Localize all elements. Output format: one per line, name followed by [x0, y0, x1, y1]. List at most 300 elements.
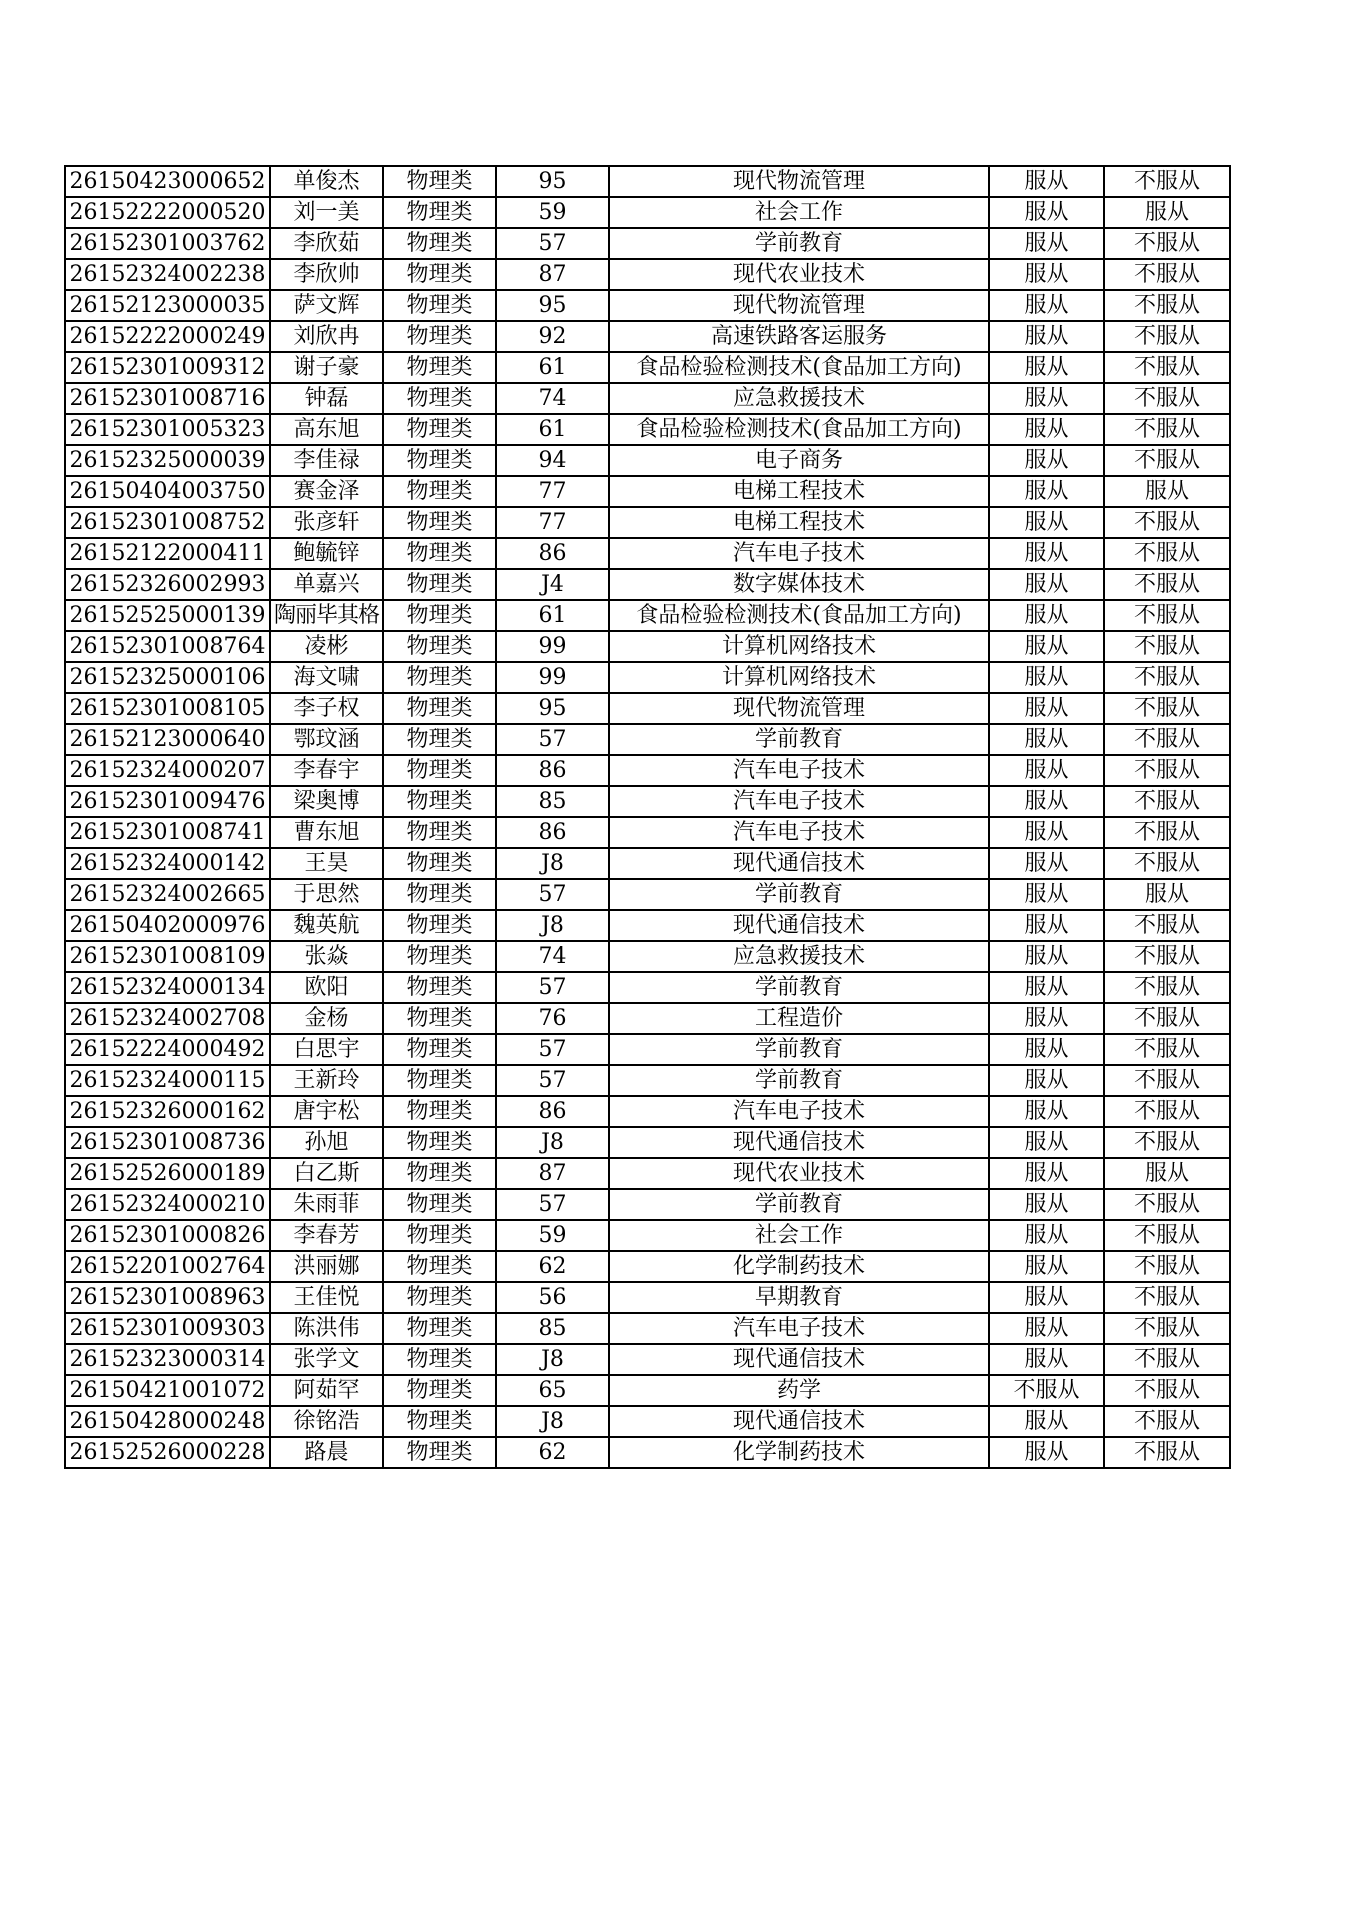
major-cell: 电子商务 — [609, 445, 989, 476]
subject-category-cell: 物理类 — [383, 662, 496, 693]
major-adjust-cell: 服从 — [989, 879, 1104, 910]
major-adjust-cell: 服从 — [989, 941, 1104, 972]
major-cell: 学前教育 — [609, 972, 989, 1003]
student-id-cell: 26150428000248 — [65, 1406, 270, 1437]
major-cell: 食品检验检测技术(食品加工方向) — [609, 352, 989, 383]
score-cell: 95 — [496, 290, 609, 321]
table-row — [65, 1220, 1230, 1251]
major-cell: 现代物流管理 — [609, 693, 989, 724]
subject-category-cell: 物理类 — [383, 1189, 496, 1220]
score-cell: 95 — [496, 693, 609, 724]
student-id-cell: 26152324000115 — [65, 1065, 270, 1096]
major-adjust-cell: 服从 — [989, 383, 1104, 414]
name-cell: 曹东旭 — [270, 817, 383, 848]
subject-category-cell: 物理类 — [383, 1313, 496, 1344]
subject-category-cell: 物理类 — [383, 1127, 496, 1158]
subject-category-cell: 物理类 — [383, 848, 496, 879]
table-row — [65, 1127, 1230, 1158]
other-adjust-cell: 不服从 — [1104, 569, 1230, 600]
major-cell: 药学 — [609, 1375, 989, 1406]
score-cell: 57 — [496, 1189, 609, 1220]
major-adjust-cell: 服从 — [989, 569, 1104, 600]
major-cell: 现代通信技术 — [609, 1344, 989, 1375]
table-row — [65, 1096, 1230, 1127]
subject-category-cell: 物理类 — [383, 1344, 496, 1375]
student-id-cell: 26152526000228 — [65, 1437, 270, 1468]
student-id-cell: 26152324000142 — [65, 848, 270, 879]
student-id-cell: 26152122000411 — [65, 538, 270, 569]
subject-category-cell: 物理类 — [383, 786, 496, 817]
name-cell: 赛金泽 — [270, 476, 383, 507]
score-cell: J8 — [496, 848, 609, 879]
student-id-cell: 26152301008105 — [65, 693, 270, 724]
score-cell: 74 — [496, 941, 609, 972]
table-row — [65, 445, 1230, 476]
student-id-cell: 26152301008752 — [65, 507, 270, 538]
subject-category-cell: 物理类 — [383, 1375, 496, 1406]
table-row — [65, 1282, 1230, 1313]
table-row — [65, 693, 1230, 724]
other-adjust-cell: 不服从 — [1104, 724, 1230, 755]
subject-category-cell: 物理类 — [383, 414, 496, 445]
name-cell: 李欣帅 — [270, 259, 383, 290]
name-cell: 李子权 — [270, 693, 383, 724]
table-row — [65, 848, 1230, 879]
major-adjust-cell: 服从 — [989, 1437, 1104, 1468]
score-cell: 57 — [496, 228, 609, 259]
student-id-cell: 26152301009476 — [65, 786, 270, 817]
score-cell: 57 — [496, 1065, 609, 1096]
other-adjust-cell: 不服从 — [1104, 755, 1230, 786]
major-cell: 汽车电子技术 — [609, 817, 989, 848]
other-adjust-cell: 不服从 — [1104, 414, 1230, 445]
major-adjust-cell: 服从 — [989, 290, 1104, 321]
other-adjust-cell: 不服从 — [1104, 1065, 1230, 1096]
major-adjust-cell: 服从 — [989, 1220, 1104, 1251]
major-adjust-cell: 服从 — [989, 414, 1104, 445]
other-adjust-cell: 不服从 — [1104, 1189, 1230, 1220]
student-id-cell: 26152301008764 — [65, 631, 270, 662]
other-adjust-cell: 不服从 — [1104, 1096, 1230, 1127]
score-cell: 94 — [496, 445, 609, 476]
table-row — [65, 941, 1230, 972]
major-cell: 电梯工程技术 — [609, 507, 989, 538]
score-cell: 95 — [496, 166, 609, 197]
score-cell: J8 — [496, 1127, 609, 1158]
name-cell: 孙旭 — [270, 1127, 383, 1158]
major-adjust-cell: 服从 — [989, 817, 1104, 848]
student-id-cell: 26152324002665 — [65, 879, 270, 910]
score-cell: 59 — [496, 1220, 609, 1251]
major-adjust-cell: 服从 — [989, 1344, 1104, 1375]
table-row — [65, 290, 1230, 321]
major-cell: 电梯工程技术 — [609, 476, 989, 507]
name-cell: 陶丽毕其格 — [270, 600, 383, 631]
major-adjust-cell: 服从 — [989, 600, 1104, 631]
major-adjust-cell: 服从 — [989, 1313, 1104, 1344]
table-row — [65, 1065, 1230, 1096]
table-row — [65, 972, 1230, 1003]
score-cell: 62 — [496, 1437, 609, 1468]
major-adjust-cell: 服从 — [989, 724, 1104, 755]
name-cell: 陈洪伟 — [270, 1313, 383, 1344]
major-cell: 社会工作 — [609, 197, 989, 228]
name-cell: 钟磊 — [270, 383, 383, 414]
student-id-cell: 26152301008736 — [65, 1127, 270, 1158]
score-cell: 86 — [496, 538, 609, 569]
other-adjust-cell: 不服从 — [1104, 1220, 1230, 1251]
table-row — [65, 755, 1230, 786]
name-cell: 于思然 — [270, 879, 383, 910]
subject-category-cell: 物理类 — [383, 383, 496, 414]
score-cell: 87 — [496, 259, 609, 290]
major-cell: 汽车电子技术 — [609, 1313, 989, 1344]
major-cell: 学前教育 — [609, 228, 989, 259]
major-cell: 学前教育 — [609, 1189, 989, 1220]
major-cell: 工程造价 — [609, 1003, 989, 1034]
other-adjust-cell: 不服从 — [1104, 259, 1230, 290]
subject-category-cell: 物理类 — [383, 1220, 496, 1251]
score-cell: J8 — [496, 910, 609, 941]
student-id-cell: 26152525000139 — [65, 600, 270, 631]
major-cell: 现代通信技术 — [609, 848, 989, 879]
name-cell: 李春宇 — [270, 755, 383, 786]
table-row — [65, 1313, 1230, 1344]
subject-category-cell: 物理类 — [383, 600, 496, 631]
major-cell: 汽车电子技术 — [609, 786, 989, 817]
other-adjust-cell: 不服从 — [1104, 631, 1230, 662]
student-id-cell: 26150421001072 — [65, 1375, 270, 1406]
table-row — [65, 1344, 1230, 1375]
subject-category-cell: 物理类 — [383, 724, 496, 755]
subject-category-cell: 物理类 — [383, 538, 496, 569]
name-cell: 洪丽娜 — [270, 1251, 383, 1282]
other-adjust-cell: 不服从 — [1104, 1251, 1230, 1282]
other-adjust-cell: 不服从 — [1104, 321, 1230, 352]
name-cell: 李春芳 — [270, 1220, 383, 1251]
subject-category-cell: 物理类 — [383, 972, 496, 1003]
score-cell: 85 — [496, 1313, 609, 1344]
subject-category-cell: 物理类 — [383, 1406, 496, 1437]
name-cell: 高东旭 — [270, 414, 383, 445]
score-cell: 76 — [496, 1003, 609, 1034]
score-cell: 57 — [496, 1034, 609, 1065]
table-row — [65, 166, 1230, 197]
student-id-cell: 26152301009303 — [65, 1313, 270, 1344]
major-cell: 现代通信技术 — [609, 1127, 989, 1158]
name-cell: 王新玲 — [270, 1065, 383, 1096]
score-cell: 85 — [496, 786, 609, 817]
major-cell: 现代农业技术 — [609, 259, 989, 290]
name-cell: 张焱 — [270, 941, 383, 972]
table-row — [65, 817, 1230, 848]
student-id-cell: 26152301008741 — [65, 817, 270, 848]
major-adjust-cell: 服从 — [989, 166, 1104, 197]
student-id-cell: 26152323000314 — [65, 1344, 270, 1375]
score-cell: 99 — [496, 662, 609, 693]
major-adjust-cell: 服从 — [989, 538, 1104, 569]
table-row — [65, 414, 1230, 445]
subject-category-cell: 物理类 — [383, 321, 496, 352]
score-cell: 77 — [496, 476, 609, 507]
other-adjust-cell: 不服从 — [1104, 1003, 1230, 1034]
other-adjust-cell: 不服从 — [1104, 786, 1230, 817]
major-adjust-cell: 服从 — [989, 1096, 1104, 1127]
table-row — [65, 1158, 1230, 1189]
other-adjust-cell: 不服从 — [1104, 662, 1230, 693]
table-row — [65, 538, 1230, 569]
major-adjust-cell: 服从 — [989, 1282, 1104, 1313]
major-adjust-cell: 服从 — [989, 1189, 1104, 1220]
subject-category-cell: 物理类 — [383, 910, 496, 941]
score-cell: 86 — [496, 1096, 609, 1127]
other-adjust-cell: 不服从 — [1104, 693, 1230, 724]
other-adjust-cell: 不服从 — [1104, 538, 1230, 569]
table-row — [65, 352, 1230, 383]
major-cell: 学前教育 — [609, 724, 989, 755]
name-cell: 唐宇松 — [270, 1096, 383, 1127]
subject-category-cell: 物理类 — [383, 1282, 496, 1313]
other-adjust-cell: 不服从 — [1104, 166, 1230, 197]
student-id-cell: 26152123000035 — [65, 290, 270, 321]
other-adjust-cell: 不服从 — [1104, 1127, 1230, 1158]
name-cell: 刘欣冉 — [270, 321, 383, 352]
table-row — [65, 1003, 1230, 1034]
score-cell: 59 — [496, 197, 609, 228]
subject-category-cell: 物理类 — [383, 1158, 496, 1189]
student-id-cell: 26150402000976 — [65, 910, 270, 941]
student-id-cell: 26150404003750 — [65, 476, 270, 507]
table-row — [65, 1034, 1230, 1065]
major-cell: 汽车电子技术 — [609, 1096, 989, 1127]
score-cell: 57 — [496, 972, 609, 1003]
other-adjust-cell: 不服从 — [1104, 1375, 1230, 1406]
student-id-cell: 26152301003762 — [65, 228, 270, 259]
other-adjust-cell: 不服从 — [1104, 1313, 1230, 1344]
other-adjust-cell: 不服从 — [1104, 352, 1230, 383]
name-cell: 谢子豪 — [270, 352, 383, 383]
score-cell: 87 — [496, 1158, 609, 1189]
table-row — [65, 197, 1230, 228]
subject-category-cell: 物理类 — [383, 693, 496, 724]
name-cell: 刘一美 — [270, 197, 383, 228]
name-cell: 李佳禄 — [270, 445, 383, 476]
other-adjust-cell: 不服从 — [1104, 972, 1230, 1003]
subject-category-cell: 物理类 — [383, 1003, 496, 1034]
major-cell: 计算机网络技术 — [609, 631, 989, 662]
subject-category-cell: 物理类 — [383, 445, 496, 476]
student-id-cell: 26152301008109 — [65, 941, 270, 972]
other-adjust-cell: 不服从 — [1104, 228, 1230, 259]
major-cell: 早期教育 — [609, 1282, 989, 1313]
other-adjust-cell: 不服从 — [1104, 1344, 1230, 1375]
score-cell: J8 — [496, 1406, 609, 1437]
major-cell: 食品检验检测技术(食品加工方向) — [609, 414, 989, 445]
student-id-cell: 26152301005323 — [65, 414, 270, 445]
major-adjust-cell: 服从 — [989, 1065, 1104, 1096]
major-cell: 应急救援技术 — [609, 941, 989, 972]
table-row — [65, 910, 1230, 941]
major-cell: 数字媒体技术 — [609, 569, 989, 600]
name-cell: 白乙斯 — [270, 1158, 383, 1189]
major-cell: 化学制药技术 — [609, 1251, 989, 1282]
major-adjust-cell: 服从 — [989, 910, 1104, 941]
other-adjust-cell: 不服从 — [1104, 1034, 1230, 1065]
major-cell: 社会工作 — [609, 1220, 989, 1251]
major-adjust-cell: 服从 — [989, 755, 1104, 786]
table-row — [65, 476, 1230, 507]
other-adjust-cell: 不服从 — [1104, 383, 1230, 414]
other-adjust-cell: 不服从 — [1104, 1406, 1230, 1437]
score-cell: 99 — [496, 631, 609, 662]
name-cell: 金杨 — [270, 1003, 383, 1034]
table-row — [65, 259, 1230, 290]
other-adjust-cell: 服从 — [1104, 879, 1230, 910]
subject-category-cell: 物理类 — [383, 197, 496, 228]
student-id-cell: 26152222000520 — [65, 197, 270, 228]
major-adjust-cell: 不服从 — [989, 1375, 1104, 1406]
score-cell: 57 — [496, 724, 609, 755]
major-adjust-cell: 服从 — [989, 507, 1104, 538]
name-cell: 魏英航 — [270, 910, 383, 941]
name-cell: 单嘉兴 — [270, 569, 383, 600]
score-cell: 86 — [496, 755, 609, 786]
subject-category-cell: 物理类 — [383, 290, 496, 321]
student-id-cell: 26152526000189 — [65, 1158, 270, 1189]
name-cell: 阿茹罕 — [270, 1375, 383, 1406]
student-id-cell: 26152326002993 — [65, 569, 270, 600]
subject-category-cell: 物理类 — [383, 1034, 496, 1065]
major-adjust-cell: 服从 — [989, 476, 1104, 507]
score-cell: J4 — [496, 569, 609, 600]
table-row — [65, 786, 1230, 817]
student-id-cell: 26150423000652 — [65, 166, 270, 197]
other-adjust-cell: 不服从 — [1104, 817, 1230, 848]
major-cell: 食品检验检测技术(食品加工方向) — [609, 600, 989, 631]
subject-category-cell: 物理类 — [383, 1065, 496, 1096]
major-adjust-cell: 服从 — [989, 1003, 1104, 1034]
major-cell: 现代通信技术 — [609, 1406, 989, 1437]
name-cell: 鲍毓锌 — [270, 538, 383, 569]
other-adjust-cell: 不服从 — [1104, 941, 1230, 972]
name-cell: 王佳悦 — [270, 1282, 383, 1313]
subject-category-cell: 物理类 — [383, 1437, 496, 1468]
student-id-cell: 26152326000162 — [65, 1096, 270, 1127]
major-cell: 现代农业技术 — [609, 1158, 989, 1189]
table-row — [65, 600, 1230, 631]
name-cell: 张学文 — [270, 1344, 383, 1375]
table-row — [65, 1251, 1230, 1282]
score-cell: 62 — [496, 1251, 609, 1282]
major-adjust-cell: 服从 — [989, 197, 1104, 228]
table-row — [65, 1406, 1230, 1437]
table-row — [65, 383, 1230, 414]
student-id-cell: 26152222000249 — [65, 321, 270, 352]
major-adjust-cell: 服从 — [989, 631, 1104, 662]
other-adjust-cell: 不服从 — [1104, 910, 1230, 941]
score-cell: 57 — [496, 879, 609, 910]
subject-category-cell: 物理类 — [383, 228, 496, 259]
table-row — [65, 631, 1230, 662]
other-adjust-cell: 不服从 — [1104, 1282, 1230, 1313]
table-row — [65, 1189, 1230, 1220]
table-row — [65, 662, 1230, 693]
major-cell: 计算机网络技术 — [609, 662, 989, 693]
major-adjust-cell: 服从 — [989, 662, 1104, 693]
other-adjust-cell: 服从 — [1104, 1158, 1230, 1189]
subject-category-cell: 物理类 — [383, 166, 496, 197]
table-row — [65, 879, 1230, 910]
major-adjust-cell: 服从 — [989, 321, 1104, 352]
student-id-cell: 26152301000826 — [65, 1220, 270, 1251]
subject-category-cell: 物理类 — [383, 476, 496, 507]
subject-category-cell: 物理类 — [383, 507, 496, 538]
major-adjust-cell: 服从 — [989, 1127, 1104, 1158]
score-cell: 61 — [496, 352, 609, 383]
major-cell: 学前教育 — [609, 1034, 989, 1065]
name-cell: 萨文辉 — [270, 290, 383, 321]
subject-category-cell: 物理类 — [383, 1251, 496, 1282]
major-adjust-cell: 服从 — [989, 259, 1104, 290]
other-adjust-cell: 不服从 — [1104, 507, 1230, 538]
major-adjust-cell: 服从 — [989, 1034, 1104, 1065]
score-cell: 92 — [496, 321, 609, 352]
score-cell: J8 — [496, 1344, 609, 1375]
student-id-cell: 26152325000106 — [65, 662, 270, 693]
student-id-cell: 26152201002764 — [65, 1251, 270, 1282]
other-adjust-cell: 不服从 — [1104, 600, 1230, 631]
major-adjust-cell: 服从 — [989, 1406, 1104, 1437]
major-adjust-cell: 服从 — [989, 786, 1104, 817]
other-adjust-cell: 服从 — [1104, 197, 1230, 228]
table-row — [65, 724, 1230, 755]
subject-category-cell: 物理类 — [383, 352, 496, 383]
other-adjust-cell: 不服从 — [1104, 290, 1230, 321]
student-id-cell: 26152324000207 — [65, 755, 270, 786]
student-id-cell: 26152325000039 — [65, 445, 270, 476]
student-id-cell: 26152224000492 — [65, 1034, 270, 1065]
name-cell: 王昊 — [270, 848, 383, 879]
major-cell: 汽车电子技术 — [609, 755, 989, 786]
major-cell: 高速铁路客运服务 — [609, 321, 989, 352]
major-adjust-cell: 服从 — [989, 1158, 1104, 1189]
table-row — [65, 321, 1230, 352]
score-cell: 86 — [496, 817, 609, 848]
major-cell: 学前教育 — [609, 879, 989, 910]
name-cell: 梁奥博 — [270, 786, 383, 817]
name-cell: 白思宇 — [270, 1034, 383, 1065]
name-cell: 鄂玟涵 — [270, 724, 383, 755]
score-cell: 61 — [496, 600, 609, 631]
subject-category-cell: 物理类 — [383, 569, 496, 600]
major-adjust-cell: 服从 — [989, 1251, 1104, 1282]
major-cell: 现代物流管理 — [609, 166, 989, 197]
major-cell: 化学制药技术 — [609, 1437, 989, 1468]
major-adjust-cell: 服从 — [989, 848, 1104, 879]
other-adjust-cell: 不服从 — [1104, 445, 1230, 476]
major-cell: 现代物流管理 — [609, 290, 989, 321]
name-cell: 李欣茹 — [270, 228, 383, 259]
name-cell: 欧阳 — [270, 972, 383, 1003]
subject-category-cell: 物理类 — [383, 817, 496, 848]
student-id-cell: 26152301008963 — [65, 1282, 270, 1313]
subject-category-cell: 物理类 — [383, 755, 496, 786]
subject-category-cell: 物理类 — [383, 259, 496, 290]
major-adjust-cell: 服从 — [989, 972, 1104, 1003]
student-id-cell: 26152324000134 — [65, 972, 270, 1003]
other-adjust-cell: 不服从 — [1104, 848, 1230, 879]
major-adjust-cell: 服从 — [989, 352, 1104, 383]
